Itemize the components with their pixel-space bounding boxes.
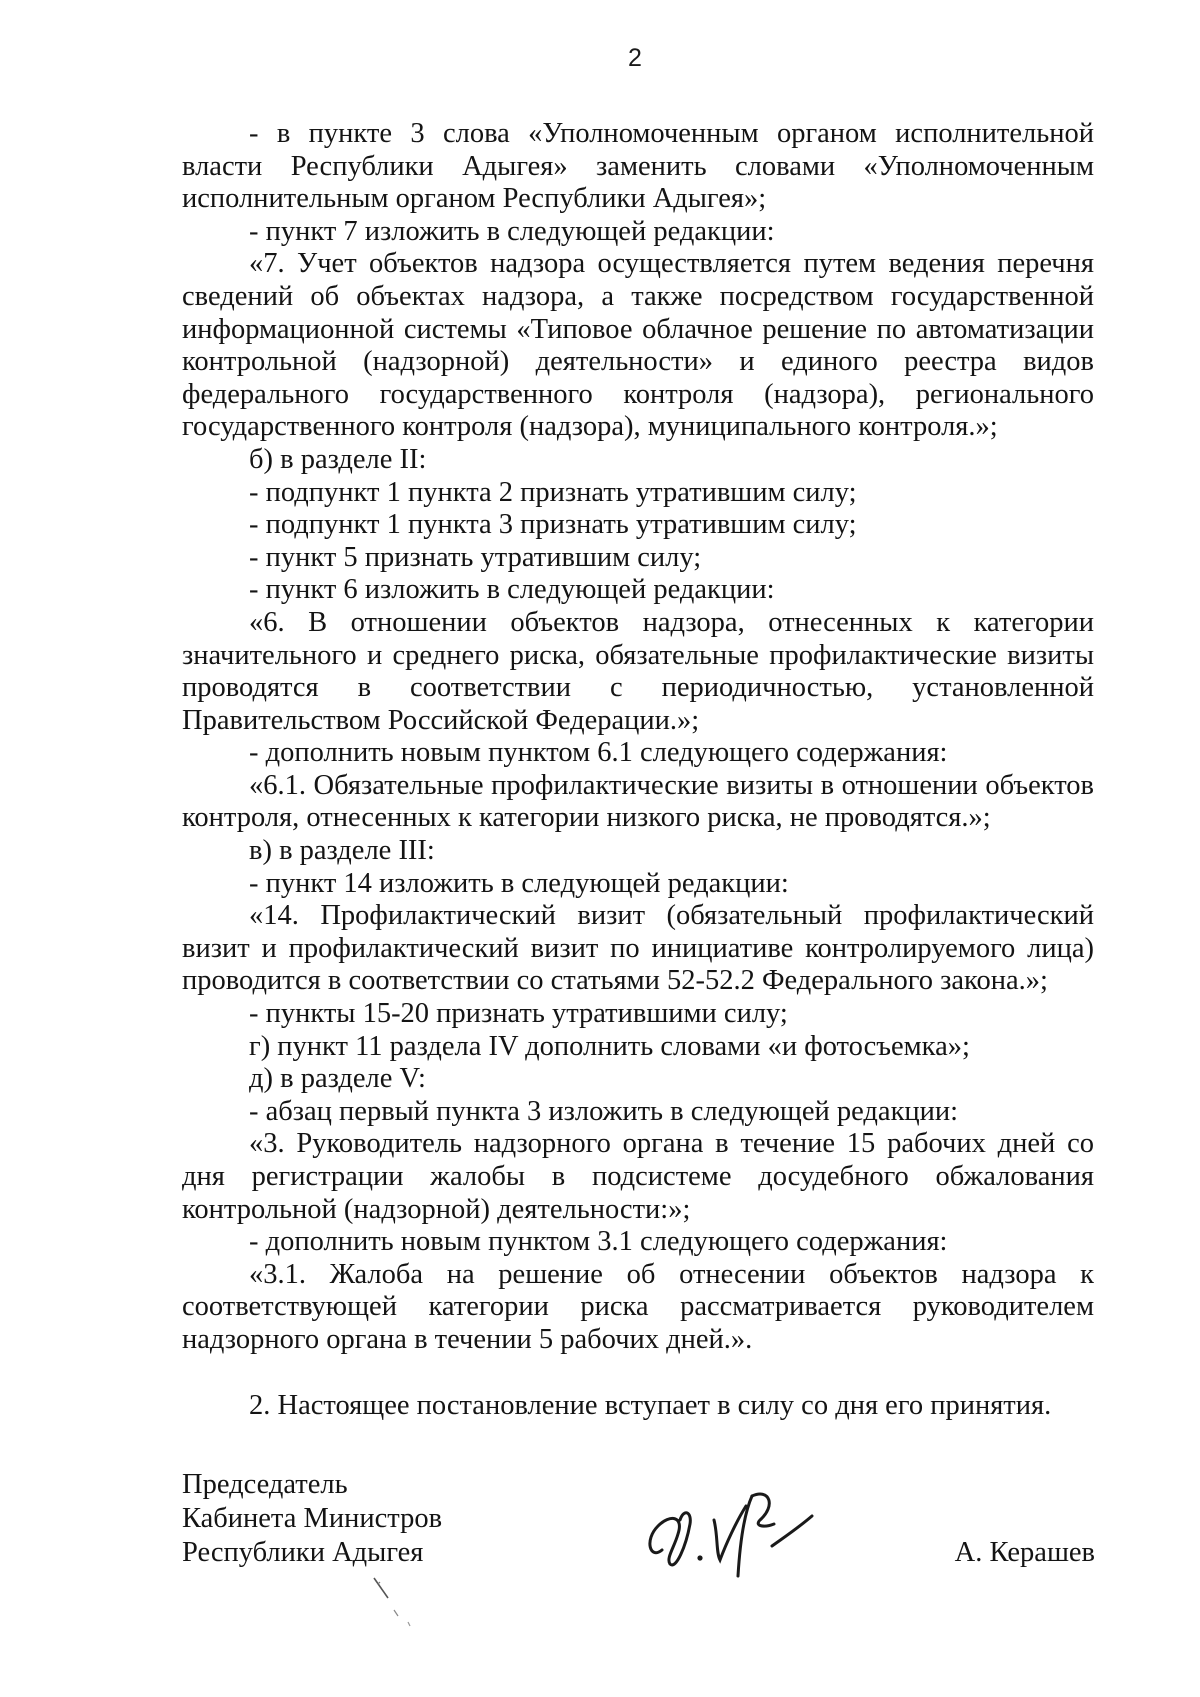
signatory-name: А. Керашев [954, 1537, 1095, 1568]
handwritten-signature-icon [640, 1462, 830, 1582]
signatory-title [182, 1468, 442, 1570]
paragraph: г) пункт 11 раздела IV дополнить словами «и фотосъемка»; [249, 1030, 970, 1062]
paragraph: - пункт 6 изложить в следующей редакции: [249, 574, 775, 606]
paragraph: - пункт 14 изложить в следующей редакции: [249, 867, 789, 899]
paragraph: - пункт 7 изложить в следующей редакции: [249, 215, 775, 247]
paragraph: в) в разделе III: [249, 835, 435, 867]
paragraph-gap [182, 1357, 1094, 1390]
signatory-title-line: Председатель [182, 1469, 348, 1500]
paragraph: «6. В отношении объектов надзора, отнесенных к категории значительного и среднего риска, обязательные профилактические визиты проводятся в соответствии с периодичностью, установленной Правительством Российской Федерации.»; [182, 606, 1094, 736]
page-number: 2 [628, 44, 642, 72]
paragraph: «14. Профилактический визит (обязательный профилактический визит и профилактический визит по инициативе контролируемого лица) проводится в соответствии со статьями 52-52.2 Федерального закона.»; [182, 900, 1094, 997]
paragraph: - пункты 15-20 признать утратившими силу; [249, 998, 788, 1030]
document-body [182, 118, 1094, 1422]
paragraph: - подпункт 1 пункта 3 признать утратившим силу; [249, 509, 857, 541]
paragraph: «7. Учет объектов надзора осуществляется путем ведения перечня сведений об объектах надзора, а также посредством государственной информационной системы «Типовое облачное решение по автоматизации контрольной (надзорной) деятельности» и единого реестра видов федерального государственного контроля (надзора), регионального государственного контроля (надзора), муниципального контроля.»; [182, 248, 1094, 443]
paragraph: «6.1. Обязательные профилактические визиты в отношении объектов контроля, отнесенных к категории низкого риска, не проводятся.»; [182, 769, 1094, 834]
signatory-title-line: Республики Адыгея [182, 1537, 424, 1568]
paragraph: - подпункт 1 пункта 2 признать утратившим силу; [249, 476, 857, 508]
paragraph: - дополнить новым пунктом 6.1 следующего содержания: [249, 737, 948, 769]
paragraph: - дополнить новым пунктом 3.1 следующего содержания: [249, 1226, 948, 1258]
paragraph: - абзац первый пункта 3 изложить в следующей редакции: [249, 1095, 959, 1127]
paragraph: - пункт 5 признать утратившим силу; [249, 541, 702, 573]
paragraph: д) в разделе V: [249, 1063, 426, 1095]
signatory-title-line: Кабинета Министров [182, 1503, 443, 1534]
paragraph: - в пункте 3 слова «Уполномоченным органом исполнительной власти Республики Адыгея» заменить словами «Уполномоченным исполнительным органом Республики Адыгея»; [182, 118, 1094, 215]
paragraph: б) в разделе II: [249, 443, 427, 475]
paragraph: «3.1. Жалоба на решение об отнесении объектов надзора к соответствующей категории риска рассматривается руководителем надзорного органа в течении 5 рабочих дней.». [182, 1258, 1094, 1355]
scan-artifact-mark [368, 1574, 418, 1630]
final-clause: 2. Настоящее постановление вступает в силу со дня его принятия. [249, 1389, 1052, 1421]
paragraph: «3. Руководитель надзорного органа в течение 15 рабочих дней со дня регистрации жалобы в подсистеме досудебного обжалования контрольной (надзорной) деятельности:»; [182, 1128, 1094, 1225]
